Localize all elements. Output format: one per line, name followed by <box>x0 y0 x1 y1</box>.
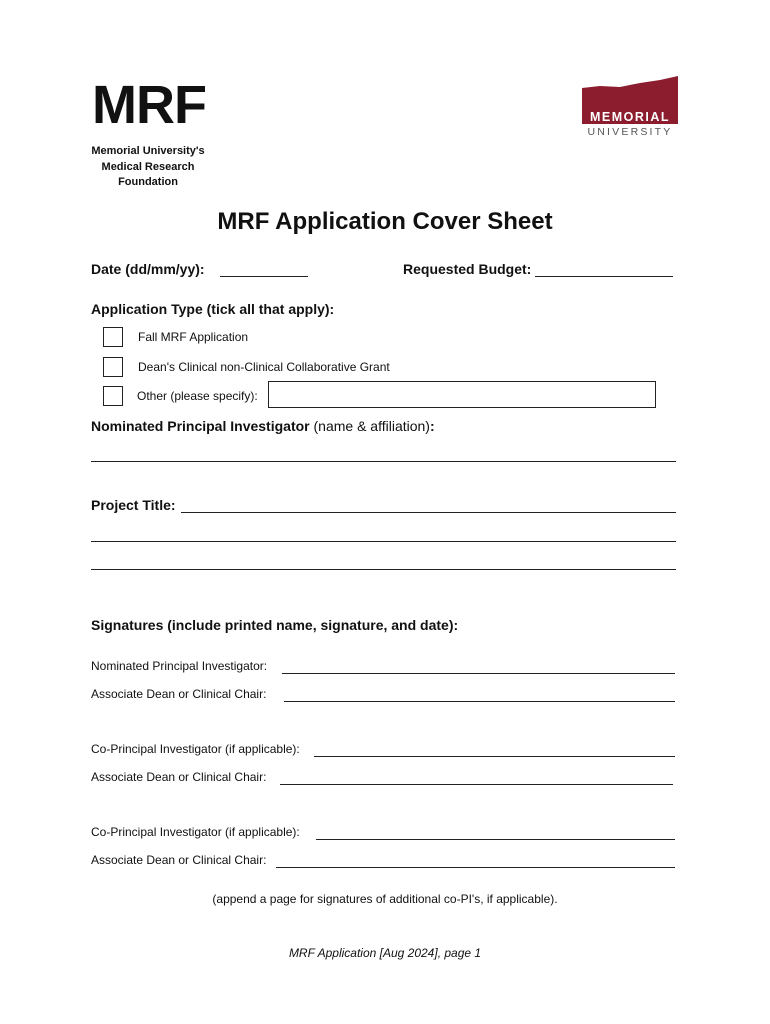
project-title-label: Project Title: <box>91 497 176 513</box>
sig-pi-label: Nominated Principal Investigator: <box>91 659 268 673</box>
pi-label-colon: : <box>429 418 435 434</box>
budget-label: Requested Budget: <box>403 261 532 277</box>
signatures-note: (append a page for signatures of additional co-PI's, if applicable). <box>212 892 558 906</box>
date-label: Date (dd/mm/yy): <box>91 261 205 277</box>
memorial-logo-bottom-text: UNIVERSITY <box>587 126 673 138</box>
sig-pi-line[interactable] <box>282 673 675 674</box>
fall-mrf-label: Fall MRF Application <box>138 330 249 344</box>
sig-dean-2-label: Associate Dean or Clinical Chair: <box>91 770 267 784</box>
org-line-1: Memorial University's <box>91 145 205 157</box>
pi-field-line[interactable] <box>91 461 676 462</box>
pi-label <box>91 418 435 434</box>
sig-dean-3-label: Associate Dean or Clinical Chair: <box>91 853 267 867</box>
sig-dean-3-line[interactable] <box>276 867 675 868</box>
deans-grant-label: Dean's Clinical non-Clinical Collaborative Grant <box>138 360 390 374</box>
sig-dean-1-line[interactable] <box>284 701 675 702</box>
sig-copi-1-line[interactable] <box>314 756 675 757</box>
fall-mrf-checkbox[interactable] <box>103 327 123 347</box>
other-checkbox[interactable] <box>103 386 123 406</box>
deans-grant-checkbox[interactable] <box>103 357 123 377</box>
mrf-org-name <box>88 144 208 191</box>
page-title: MRF Application Cover Sheet <box>217 208 553 235</box>
other-label: Other (please specify): <box>137 389 258 403</box>
signatures-heading: Signatures (include printed name, signature, and date): <box>91 617 459 633</box>
budget-field[interactable] <box>535 276 673 277</box>
date-field[interactable] <box>220 276 308 277</box>
project-title-line-3[interactable] <box>91 569 676 570</box>
other-specify-input[interactable] <box>268 381 656 408</box>
pi-label-affiliation: (name & affiliation) <box>313 418 430 434</box>
sig-copi-2-line[interactable] <box>316 839 675 840</box>
memorial-logo-top-text: MEMORIAL <box>589 110 671 124</box>
sig-dean-2-line[interactable] <box>280 784 673 785</box>
mrf-logo: MRF <box>92 75 206 135</box>
project-title-line-1[interactable] <box>181 512 676 513</box>
org-line-3: Foundation <box>118 176 178 188</box>
sig-copi-2-label: Co-Principal Investigator (if applicable): <box>91 825 300 839</box>
page-footer: MRF Application [Aug 2024], page 1 <box>288 946 482 960</box>
memorial-university-logo <box>580 74 680 140</box>
application-type-heading: Application Type (tick all that apply): <box>91 301 335 317</box>
pi-label-bold: Nominated Principal Investigator <box>91 418 310 434</box>
sig-copi-1-label: Co-Principal Investigator (if applicable): <box>91 742 300 756</box>
project-title-line-2[interactable] <box>91 541 676 542</box>
sig-dean-1-label: Associate Dean or Clinical Chair: <box>91 687 267 701</box>
org-line-2: Medical Research <box>101 160 195 173</box>
